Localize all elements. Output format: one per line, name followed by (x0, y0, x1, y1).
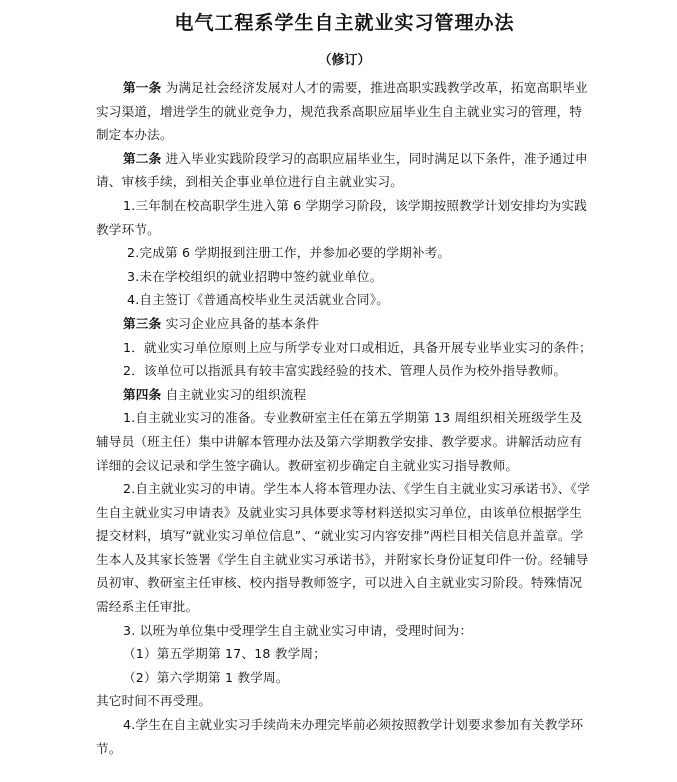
article-3-text: 实习企业应具备的基本条件 (161, 315, 320, 331)
article-3-item: 1．就业实习单位原则上应与所学专业对口或相近，具备开展专业毕业实习的条件； (123, 339, 592, 355)
article-4-subitem: （2）第六学期第 1 教学周。 (123, 669, 289, 685)
article-4-subitem: （1）第五学期第 17、18 教学周； (123, 646, 326, 662)
article-3 (96, 312, 593, 336)
article-3-item: 2．该单位可以指派具有较丰富实践经验的技术、管理人员作为校外指导教师。 (123, 363, 567, 379)
article-4-item: 1.自主就业实习的准备。专业教研室主任在第五学期第 13 周组织相关班级学生及辅导员（班主任）集中讲解本管理办法及第六学期教学安排、教学要求。讲解活动应有详细的会议记录和学生签字确认。教研室初步确定自主就业实习指导教师。 (96, 410, 583, 473)
article-1-text: 为满足社会经济发展对人才的需要，推进高职实践教学改革，拓宽高职毕业实习渠道，增进学生的就业竞争力，规范我系高职应届毕业生自主就业实习的管理，特制定本办法。 (96, 80, 588, 143)
article-2-item: 4.自主签订《普通高校毕业生灵活就业合同》。 (127, 292, 389, 308)
article-2-item: 3.未在学校组织的就业招聘中签约就业单位。 (127, 268, 383, 284)
article-4-text: 自主就业实习的组织流程 (161, 386, 307, 402)
article-3-heading: 第三条 (123, 315, 162, 331)
article-4 (96, 383, 593, 407)
article-2 (96, 147, 593, 194)
document-subtitle: （修订） (318, 53, 371, 68)
article-4-item: 3. 以班为单位集中受理学生自主就业实习申请，受理时间为： (123, 622, 473, 638)
article-1-heading: 第一条 (123, 80, 162, 95)
article-2-heading: 第二条 (123, 150, 162, 166)
article-1 (96, 76, 593, 147)
article-2-item: 2.完成第 6 学期报到注册工作，并参加必要的学期补考。 (127, 245, 451, 261)
article-4-heading: 第四条 (123, 386, 162, 402)
article-2-text: 进入毕业实践阶段学习的高职应届毕业生，同时满足以下条件，准予通过申请、审核手续，到相关企事业单位进行自主就业实习。 (96, 150, 588, 190)
article-4-item: 2.自主就业实习的申请。学生本人将本管理办法、《学生自主就业实习承诺书》、《学生自主就业实习申请表》及就业实习具体要求等材料送拟实习单位，由该单位根据学生提交材料，填写“就业实习单位信息”、“就业实习内容安排”两栏目相关信息并盖章。学生本人及其家长签署《学生自主就业实习承诺书》，并附家长身份证复印件一份。经辅导员初审、教研室主任审核、校内指导教师签字，可以进入自主就业实习阶段。特殊情况需经系主任审批。 (96, 481, 590, 615)
document-title: 电气工程系学生自主就业实习管理办法 (174, 12, 515, 34)
article-4-note: 其它时间不再受理。 (96, 693, 212, 709)
article-4-item: 4.学生在自主就业实习手续尚未办理完毕前必须按照教学计划要求参加有关教学环节。 (96, 717, 584, 756)
article-2-item: 1.三年制在校高职学生进入第 6 学期学习阶段，该学期按照教学计划安排均为实践教学环节。 (96, 197, 588, 237)
